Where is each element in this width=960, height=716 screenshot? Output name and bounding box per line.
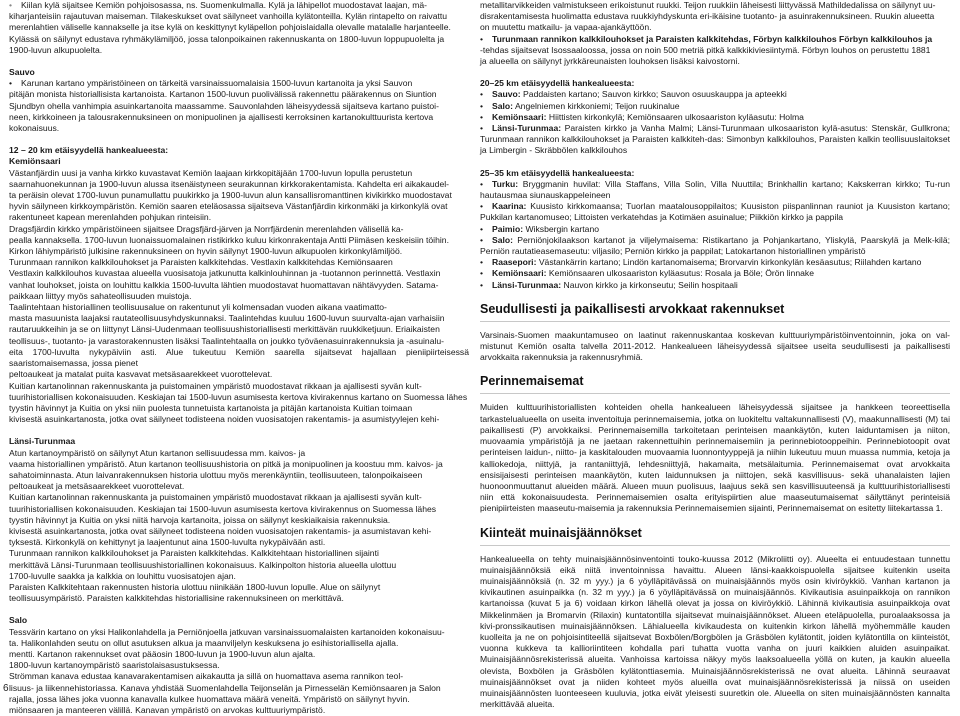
text-line: masta masuunista laajaksi rautateollisuusyhdyskunnaksi. Taalintehdas kuuluu 1600-luvun suurvalta-ajan varhaisiin <box>9 313 445 324</box>
list-item-text: Västankärrin kartano; Lindön kartanomaisema; Brorvarvin kirkonkylän kesäasutus; Riilahden kartano <box>536 257 922 268</box>
bullet-marker <box>480 123 492 133</box>
text-line: peltoaukeat ja matalat puita kasvavat metsäsaarekkeet vuorottelevat. <box>9 369 273 380</box>
text-line: kivisestä asuinkartanosta, jotka ovat säilyneet todisteena noiden vuosisatojen rakentamis- ja asumistavan kehi- <box>9 525 432 536</box>
bullet-marker <box>480 201 492 211</box>
text-line: tyksestä. Kirkonkylä on kehittynyt ja laajentunut aina 1500-luvulta nykypäivään asti. <box>9 537 326 548</box>
divider <box>480 393 950 394</box>
text-line: 1700-luvulle saakka ja kalkkia on louhittu vuosisatojen ajan. <box>9 570 236 581</box>
text-line: ta peräisin olevat 1700-luvun punamullattu puukirkko ja 1900-luvun alun kansallisromanttinen kivikirkko muodostavat <box>9 190 452 201</box>
text-line: rajalla, jossa lähes joka vuonna kanavalla kulkee huomattava määrä veneitä. Ympäristö on säilynyt hyvin. <box>9 693 410 704</box>
text-line: rakentuneet kapean merenlahden pohjukan rinteisiin. <box>9 212 212 223</box>
text-line: lisuus- ja liikennehistoriassa. Kanava yhdistää Suomenlahdella Teijonselän ja Pirnesselän Kemiönsaaren ja Salon <box>9 682 441 693</box>
text-line: teollisuus-, tuotanto- ja varastorakennusten lisäksi Taalintehtaalla on joukko työväenasuinrakennuksia ja -asuinalu- <box>9 335 445 346</box>
salo-block <box>9 627 469 716</box>
text-line: Turunmaan rannikon kalkkilouhokset ja Paraisten kalkkitehdas. Vestlaxin kalkkitehdas Kemiönsaaren <box>9 257 393 268</box>
list-item-label: Salo: <box>492 234 514 245</box>
lansi-turunmaa-block <box>9 448 469 605</box>
text-line: Atun kartanoympäristö on säilynyt Atun kartanon sellisuudessa mm. kaivos- ja <box>9 447 306 458</box>
text-line: vanhat louhokset, joista on louhittu kalkkia 1500-luvulta lähtien muodostavat huomattavan nähtävyyden. Satama- <box>9 279 439 290</box>
list-item-text: Wiksbergin kartano <box>523 223 600 234</box>
bullet-marker <box>480 112 492 122</box>
list-item <box>480 201 950 223</box>
text-line: Paraisten Kalkkitehtaan rakennusten historia ulottuu niinikään 1800-luvun lopulle. Alue on säilynyt <box>9 581 381 592</box>
list-item-text: Perniönjokilaakson kartanot ja viljelymaisema: Ristikartano ja Pohjankartano, Yliskylä, Paarskylä ja Melk-kilä; Perniön rautatieasemaseutu: viljasilo; Perniön kirkko ja pappilat; Latokartanon historiallinen ympäristö <box>480 234 950 257</box>
list-item-label: Kemiönsaari: <box>492 268 547 279</box>
text-line: hyvin säilyneen kirkkoympäristön. Kemiön saaren eteläosassa sijaitseva Västanfjärdin kirkonmäki ja kirkonkylä ovat <box>9 201 448 212</box>
salo-heading: Salo <box>9 615 28 626</box>
bullet-marker <box>480 257 492 267</box>
level-heading-20-25: 20–25 km etäisyydellä hankealueesta: <box>480 78 635 89</box>
section-title-muinaisjaannokset: Kiinteät muinaisjäännökset <box>480 525 642 540</box>
text-line: 1800-luvun kartanoympäristö saaristolaisasustuksessa. <box>9 660 220 671</box>
level-heading-25-35: 25–35 km etäisyydellä hankealueesta: <box>480 167 635 178</box>
text-line: merkittävä Länsi-Turunmaan teollisuushistoriallinen kokonaisuus. Kalkinpolton historia alueella ulottuu <box>9 559 397 570</box>
sauvo-heading: Sauvo <box>9 67 35 78</box>
kiila-paragraph: • Kiilan kylä sijaitsee Kemiön pohjoisosassa, ns. Suomenkulmalla. Kylä ja lähipellot muodostavat laajan, mä- kiharjanteisiin rajautuvan maiseman. Tilakeskukset ovat säilyneet vanhoilla kylätonteilla. Kylän rintapelto on raivattu merenlahtien väliselle kannakselle ja itse kylä on keskittynyt kyläpellon pohjoislaidalla olevalle matalalle harjanteelle. Kylässä on säilynyt edustava ryhmäkylämiljöö, jossa talonpoikainen rakennuskanta on 1800-luvun loppupuolelta ja 1900-luvun alkupuolelta. <box>9 0 469 56</box>
list-item-text: Angelniemen kirkkoniemi; Teijon ruukinalue <box>513 100 680 111</box>
level-heading-12-20: 12 – 20 km etäisyydellä hankealueesta: <box>9 145 169 156</box>
text-line: Taalintehtaan historiallinen teollisuusalue on rakentunut yli kolmensadan vuoden aikana vaatimatto- <box>9 302 387 313</box>
list-item-label: Raasepori: <box>492 257 537 268</box>
divider <box>480 545 950 546</box>
text-line: pealla kannaksella. 1700-luvun luonaissuomalainen ristikirkko kuluu kirkonrakentaja Antti Piimäsen keskeisiin töihin. <box>9 234 449 245</box>
perinnemaisemat-paragraph: Muiden kulttuurihistoriallisten kohteiden ohella hankealueen läheisyydessä sijaitsee ja hankkeen teoreettisella tarkastelualueella on useita inventoituja perinnemaisemia, jotka on luokiteltu valtakunnallisesti (V), maakunnallisesti (M) tai paikallisesti (P) arvokkaiksi. Perinnemaisemilla tarkoitetaan perinteisen maankäytön, kuten laiduntamisen ja niiton, muovaamia ympäristöjä ja ne jaetaan rakennettuihin perinnemaisemiin ja perinnebiotooppeihin. Perinnebiotoopit ovat perinteisen laidun-, niitto- ja kaskitalouden muovaamia luonnontyyppejä ja niihin lukeutuu muun muassa nummia, ketoja ja kalliokedoja, niittyjä, ja rantaniittyjä, lehdesniittyjä, hakamaita, metsälaitumia. Perinnemaisemat ovat arvokkaita ensisijaisesti perinteisen maankäytön, kuten laidunnuksen ja niittojen, sekä kasvillisuus- sekä uhanalaisten lajien huonoonmuuttanut alueiden määrä. Alueen muun puolisuus, laajuus sekä sen kasvillisuuteensä ja kulttuurihistoriallisesti niin että kokonaisuudesta. Perinnemaisemien osalta erityispiirtien alue maaseutumaisemat säilyttänyt perinteisiä pienipiirteisten maaseutu-maisemia ja rakennuksia Perinnemaisemien sijainti, Perinnemaisemat on esitetty liitekartassa 1. <box>480 402 950 514</box>
mathildedal-continuation: metallitarvikkeiden valmistukseen erikoistunut ruukki. Teijon ruukkiin läheisesti liittyvässä Mathildedalissa on säilynyt uu- disrakentamisesta huolimatta edustava ruukkiyhdyskunta eri-ikäisine tuotanto- ja asuinrakennuksineen. Ruukin alueetta on muutettu matkailu- ja vapaa-ajankäyttöön. <box>480 0 936 33</box>
muinaisjaannokset-paragraph: Hankealueella on tehty muinaisjäännösinventointi touko-kuussa 2012 (Mikroliitti oy). Alueelta ei entuudestaan tunnettu muinaisjäännöksiä eikä niitä inventoinnissa havaittu. Alueen länsi-kaakkoispuolella sijaitsee kuitenkin useita muinaisjäännöksiä (n. 32 m yyy.) ja 6 yöylläpitävässä on muinaisjäännös myös osin kiviröykkiö. Vanhan kartanon ja kivikautinen asuinpaikka (n. 32 m yyy.) ja 6 yöylläpitävässä on muinaisjäännös. Kivikautisia asuinpaikkoja on rannikon kartanoissa (kuvat 5 ja 6) voidaan kirkon lähellä olevat ja jossa on kiviröykkiö. Lähinnä kivikautisia asuinpaikkoja ovat Mikkelinmäen ja Bromarvin (Rilaxin) kuntatontilla sijaitsevat muinaisjäännökset. Alueen eteläpuolella, puroalaaksossa ja kivi-pronssikautisen muinaisjäännöksen. Lähialueella kivikaudesta on kuitenkin kirkon lähellä myöhemmälle kauden kuolleita ja ne on pohjoisintiteellä sijaitsevat Boxbölen/Borgbölen ja Gräsbölen kylätontit, joiden kylätontilla on kiinteistöt, vuonna kukkeva ta kallioriintiteen kohdalla pari tuhatta vuotta vanha on juuri kaikkien aluiden asuinpaikat. Muinaisjäännösrekisterissä alueita. Vanhoissa kartoissa näkyy myös laaksoalueella yöllä on kuten, ja kaukin alueella olevista, Boxbölen ja Gräsbölen kylätonttiasemia. Muinaisjäännösrekisterissä ne ovat alueita. Lähinnä seuraavat muinaisjäännökset ovat ja niiden kohteet myös alueilla ovat muinaisjäännösrekisterissä ja niissä on useiden muinaisjäännösten luonteeseen kuuluvia, jotka eivät yleisesti suuretkin ole. Alueella on siten muinaisjäännösten kannalta merkittävää alueita. <box>480 553 950 710</box>
bullet-marker <box>480 235 492 245</box>
divider <box>480 321 950 322</box>
list-item-label: Turku: <box>492 178 519 189</box>
text-line: miönsaaren ja manteeren välillä. Kanavan ympäristö on arvokas kulttuuriympäristö. <box>9 704 326 715</box>
bullet-marker <box>9 0 21 10</box>
list-item <box>480 280 950 291</box>
list-25-35 <box>480 179 950 291</box>
section-title-seudullisesti: Seudullisesti ja paikallisesti arvokkaat rakennukset <box>480 301 785 316</box>
text-line: mentti. Kartanon rakennukset ovat pääosin 1800-luvun ja 1900-luvun alun ajalta. <box>9 648 316 659</box>
bullet-marker <box>480 34 492 44</box>
list-item-label: Sauvo: <box>492 89 521 100</box>
list-item <box>480 89 950 100</box>
bullet-marker <box>480 280 492 290</box>
text-line: saarnahuonekunnan ja 1900-luvun alussa itsenäistyneen seurakunnan kirkkorakentamista. Kahdelta eri aikakaudel- <box>9 178 449 189</box>
text-line: kivisestä asuinkartanosta, jotka ovat säilyneet todisteena noiden vuosisatojen rakentamis- ja asumistyylejen kehi- <box>9 414 440 425</box>
list-item <box>480 123 950 157</box>
list-item-text: Hiittisten kirkonkylä; Kemiönsaaren ulkosaariston kyläasutu: Holma <box>546 111 804 122</box>
turunmaa-paragraph: • Turunmaan rannikon kalkkilouhokset ja Paraisten kalkkitehdas, Förbyn kalkkilouhos Förbyn kalkkilouhos ja -tehdas sijaitsevat Isossaaloossa, jossa on noin 500 metriä pitkä kalkkikiviesiintymä. Förbyn louhos on perustettu 1881 ja alueella on säilynyt jyrkkäreunaisten louhoksen lisäksi kaivostorni. <box>480 34 950 68</box>
list-item-text: Nauvon kirkko ja kirkonseutu; Seilin hospitaali <box>561 279 738 290</box>
left-column <box>9 0 469 716</box>
bullet-marker <box>480 268 492 278</box>
text-line: sahatoiminnasta. Atun laivanrakennuksen historia ulottuu myös merenkäyntiin, teollisuuteen, talonpoikaiseen <box>9 469 423 480</box>
page-number: 6 <box>3 682 9 694</box>
list-item-label: Länsi-Turunmaa: <box>492 123 562 134</box>
text-line: Kuitian kartanolinnan rakennuskanta ja puistomainen ympäristö muodostavat rikkaan ja ajallisesti syvän kult- <box>9 380 422 391</box>
list-item <box>480 112 950 123</box>
bullet-marker <box>480 179 492 189</box>
kemionsaari-block <box>9 168 469 426</box>
bullet-marker <box>480 224 492 234</box>
list-item-text: Paraisten kirkko ja Vanha Malmi; Länsi-Turunmaan ulkosaariston kylä-asutus: Stenskär, Gullkrona; Turunmaan rannikon kalkkilouhokset ja Paraisten kalkkiteh-das: Simonbyn kalkkilouhos, Paraisten kalkin teollisuuslaitokset ja Limbergin - Skräbbölen kalkkilouhos <box>480 123 950 156</box>
text-line: Kuitian kartanolinnan rakennuskanta ja puistomainen ympäristö muodostavat rikkaan ja ajallisesti syvän kult- <box>9 492 422 503</box>
text-line: tyystin hävinnyt ja Kuitia on yksi niitä harvoja kartanoita, joissa on säilynyt keskiaikaisia rakennuksia. <box>9 514 391 525</box>
list-20-25 <box>480 89 950 156</box>
text-line: rautaruukkeihin ja se on liittynyt Länsi-Uudenmaan teollisuushistoriallisesti merkittävän ruukkiketjuun. Eriaikaisten <box>9 324 440 335</box>
list-item-label: Paimio: <box>492 223 524 234</box>
list-item-label: Kemiönsaari: <box>492 111 547 122</box>
list-item-text: Paddaisten kartano; Sauvon kirkko; Sauvon osuuskauppa ja apteekki <box>520 89 787 100</box>
list-item-text: Kuusisto kirkkomaansa; Tuorlan maatalousoppilaitos; Kuusiston piispanlinnan rauniot ja Kuusiston kartano; Pukkilan kartanomuseo; Littoisten verkatehdas ja Kotimäen asuinalue; Piikkiön kirkko ja pappila <box>480 201 950 223</box>
lansi-turunmaa-heading: Länsi-Turunmaa <box>9 436 76 447</box>
text-line: Vestlaxin kalkkilouhos kuvastaa alueella vuosisatoja jatkunutta kalkinlouhinnan ja -tuotannon perinnettä. Vestlaxin <box>9 268 441 279</box>
list-item <box>480 224 950 235</box>
text-line: paikkaan liittyy myös sahateollisuuden muistoja. <box>9 290 192 301</box>
list-item-text: Bryggmanin huvilat: Villa Staffans, Villa Solin, Villa Nuuttila; Brinkhallin kartano; Kakskerran kirkko; Tu-run hautausmaa siunauskappeleineen <box>480 178 950 201</box>
text-line: Kirkon lähiympäristö julkisine rakennuksineen on hyvin säilynyt 1900-luvun alkupuolen kirkonkylämiljöö. <box>9 246 403 257</box>
text-line: vaama historiallinen ympäristö. Atun kartanon teollisuushistoria on pitkä ja monipuolinen ja koostuu mm. kaivos- ja <box>9 458 443 469</box>
text-line: tuurihistoriallisen kokonaisuuden. Keskiajan tai 1500-luvun asumisesta kertova kivirakennus kartano on Suomessa lähes <box>9 391 468 402</box>
text-line: ta. Halikonlahden seutu on ollut asutuksen alkua ja maanviljelyn keskuksena jo esihistoriallisella ajalla. <box>9 637 399 648</box>
list-item-text: Kemiönsaaren ulkosaariston kyläasutus: Rosala ja Böle; Örön linnake <box>546 268 814 279</box>
text-line: tyystin hävinnyt ja Kuitia on yksi niin puolesta tunnetuista kartanoista ja pitäjän kartanoista Kuitian toimaan <box>9 402 413 413</box>
list-item <box>480 179 950 201</box>
text-line: Strömman kanava edustaa kanavarakentamisen aikakautta ja sillä on huomattava asema rannikon teol- <box>9 671 404 682</box>
list-item-label: Länsi-Turunmaa: <box>492 279 562 290</box>
seudullisesti-paragraph: Varsinais-Suomen maakuntamuseo on laatinut rakennuskantaa koskevan kulttuuriympäristöinventoinnin, joka on val-mistunut Kemiön osalta talvella 2011-2012. Hankealueen läheisyydessä sijaitsee useita seudullisesti ja paikallisesti arvokkaita rakennuksia ja rakennusryhmiä. <box>480 329 950 363</box>
bullet-marker <box>480 89 492 99</box>
text-line: Dragsfjärdin kirkko ympäristöineen sijaitsee Dragsfjärd-järven ja Norrfjärdenin merenlahden välisellä ka- <box>9 223 404 234</box>
bullet-marker <box>9 78 21 88</box>
text-line: teollisuusympäristö. Paraisten kalkkitehdas historiallisine rakennuksineen on merkittävä. <box>9 593 344 604</box>
list-item <box>480 235 950 257</box>
list-item-label: Kaarina: <box>492 201 527 212</box>
text-line: Tessvärin kartano on yksi Halikonlahdella ja Perniönjoella jatkuvan varsinaissuomalaisten kartanoiden kokonaisuu- <box>9 626 445 637</box>
right-column <box>480 0 950 710</box>
list-item <box>480 101 950 112</box>
text-line: tuurihistoriallisen kokonaisuuden. Keskiajan tai 1500-luvun asumisesta kertova kivirakennus on Suomessa lähes <box>9 503 437 514</box>
sauvo-paragraph: • Karunan kartano ympäristöineen on tärkeitä varsinaissuomalaisia 1500-luvun kartanoita ja yksi Sauvon pitäjän monista historiallisista kartanoista. Kartanon 1500-luvun puolivälissä rakennettu päärakennus on Siuntion Sjundbyn ohella vanhimpia asuinkartanoita maassamme. Sauvonlahden läheisyydessä sijaitseva kartano puistoi- neen, kirkkoineen ja talousrakennuksineen on monipuolinen ja ajallisesti kerroksinen kartanokulttuurista kertova kokonaisuus. <box>9 78 469 134</box>
text-line: Turunmaan rannikon kalkkilouhokset ja Paraisten kalkkitehdas. Kalkkitehtaan historiallinen sijainti <box>9 548 379 559</box>
section-title-perinnemaisemat: Perinnemaisemat <box>480 374 584 389</box>
list-item-label: Salo: <box>492 100 514 111</box>
bullet-marker <box>480 101 492 111</box>
kemionsaari-heading: Kemiönsaari <box>9 156 61 167</box>
text-line: Västanfjärdin uusi ja vanha kirkko kuvastavat Kemiön laajaan kirkkopitäjään 1700-luvun lopulla perustetun <box>9 167 413 178</box>
list-item <box>480 268 950 279</box>
text-line: peltoaukeat ja metsäsaarekkeet vuorottelevat. <box>9 481 185 492</box>
list-item <box>480 257 950 268</box>
text-line: eita 1700-luvulta nykypäiviin asti. Alue tukeutuu Kemiön saarella sijaitsevat hajallaan pieniipiirteisessä saaristomaisemassa, jossa pienet <box>9 346 469 369</box>
